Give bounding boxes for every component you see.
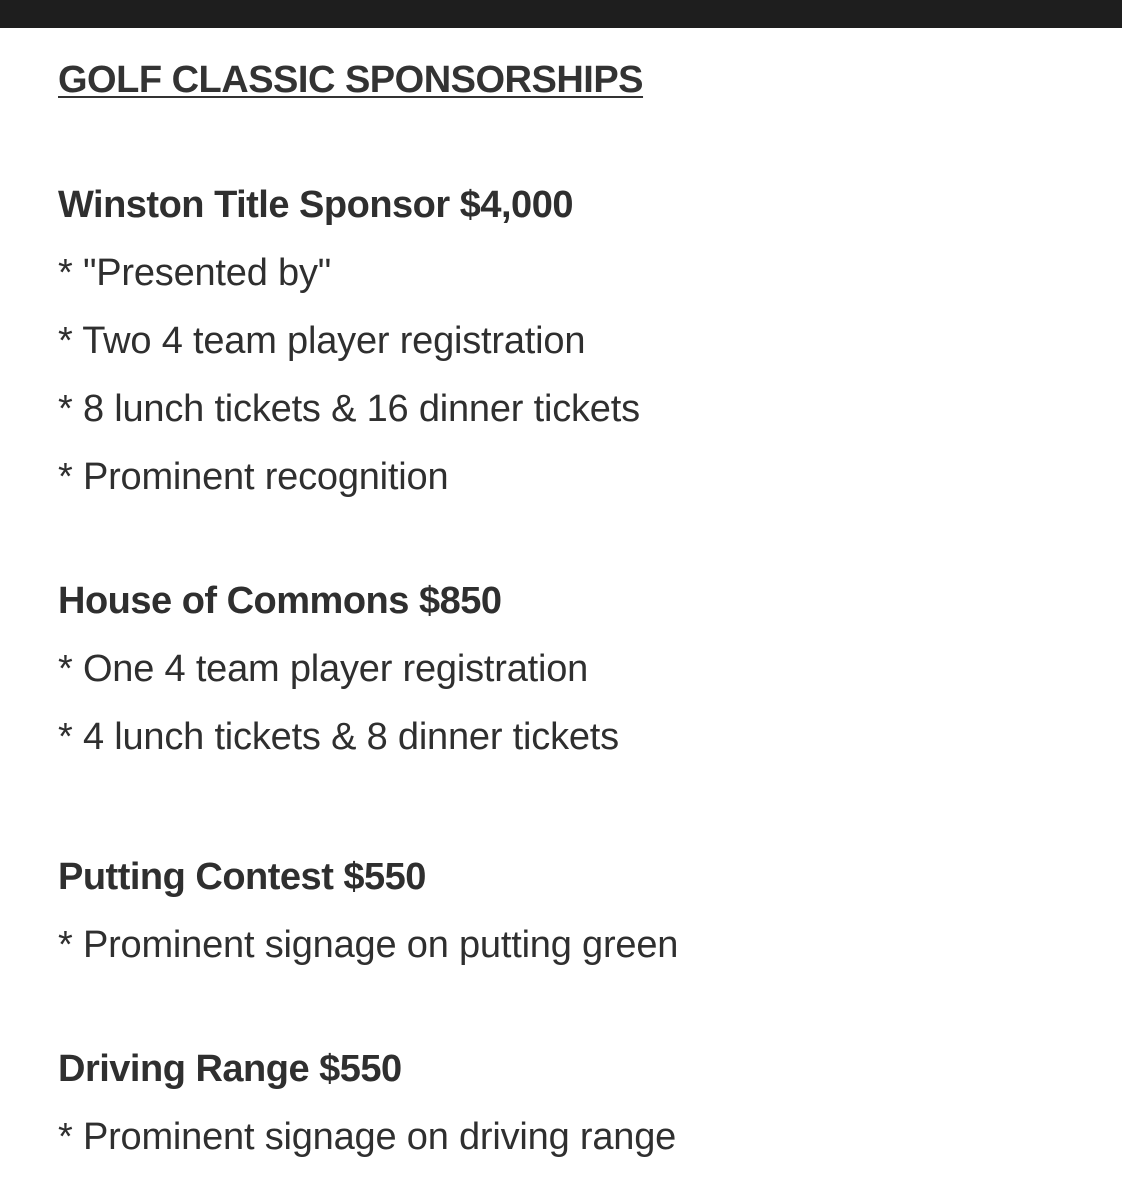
sponsorship-tier-winston-title [58,177,1098,505]
tier-heading: House of Commons $850 [58,580,502,622]
top-bar [0,0,1122,28]
document-body [58,52,1098,1177]
benefit-item: * Prominent signage on driving range [58,1116,677,1158]
benefit-item: * "Presented by" [58,252,332,294]
tier-heading: Putting Contest $550 [58,856,426,898]
benefit-item: * 8 lunch tickets & 16 dinner tickets [58,388,640,430]
page-title: GOLF CLASSIC SPONSORSHIPS [58,59,644,101]
benefit-item: * 4 lunch tickets & 8 dinner tickets [58,716,619,758]
tier-heading: Winston Title Sponsor $4,000 [58,184,573,226]
benefit-item: * Two 4 team player registration [58,320,586,362]
tier-heading: Driving Range $550 [58,1048,402,1090]
sponsorship-tier-putting-contest [58,849,1098,973]
benefit-item: * One 4 team player registration [58,648,589,690]
benefit-item: * Prominent signage on putting green [58,924,679,966]
benefit-item: * Prominent recognition [58,456,449,498]
sponsorship-tier-driving-range [58,1041,1098,1165]
sponsorship-tier-house-of-commons [58,573,1098,765]
